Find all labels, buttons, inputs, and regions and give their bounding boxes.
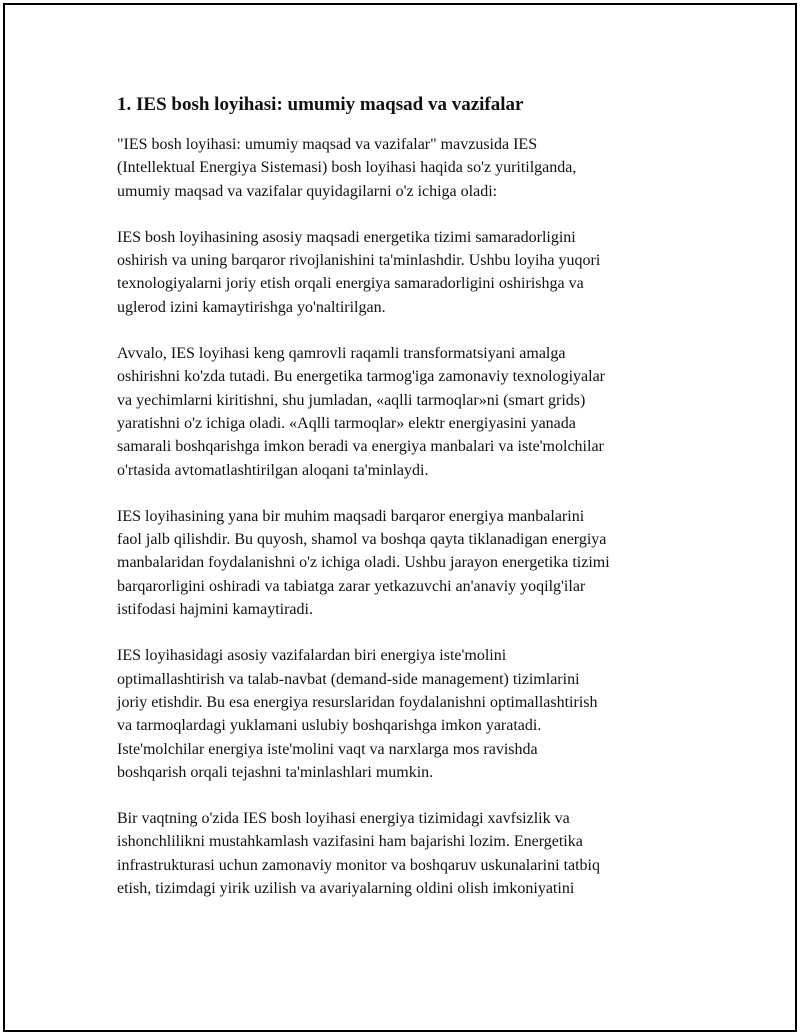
- intro-paragraph: [117, 133, 687, 203]
- text-line: IES bosh loyihasining asosiy maqsadi energetika tizimi samaradorligini: [117, 228, 576, 246]
- text-line: samarali boshqarishga imkon beradi va energiya manbalari va iste'molchilar: [117, 438, 604, 456]
- text-line: istifodasi hajmini kamaytiradi.: [117, 601, 313, 619]
- goal-paragraph: [117, 226, 687, 319]
- text-line: oshirish va uning barqaror rivojlanishini ta'minlashdir. Ushbu loyiha yuqori: [117, 252, 601, 270]
- section-title: 1. IES bosh loyihasi: umumiy maqsad va vazifalar: [117, 94, 524, 115]
- text-line: etish, tizimdagi yirik uzilish va avariyalarning oldini olish imkoniyatini: [117, 880, 575, 898]
- text-line: ishonchlilikni mustahkamlash vazifasini ham bajarishi lozim. Energetika: [117, 833, 583, 851]
- text-line: Iste'molchilar energiya iste'molini vaqt va narxlarga mos ravishda: [117, 740, 538, 758]
- text-line: "IES bosh loyihasi: umumiy maqsad va vazifalar" mavzusida IES: [117, 136, 538, 153]
- text-line: Avvalo, IES loyihasi keng qamrovli raqamli transformatsiyani amalga: [117, 345, 566, 363]
- text-line: va yechimlarni kiritishni, shu jumladan, «aqlli tarmoqlar»ni (smart grids): [117, 391, 586, 409]
- text-line: Bir vaqtning o'zida IES bosh loyihasi energiya tizimidagi xavfsizlik va: [117, 810, 570, 828]
- text-line: manbalaridan foydalanishni o'z ichiga oladi. Ushbu jarayon energetika tizimi: [117, 554, 610, 572]
- text-line: texnologiyalarni joriy etish orqali energiya samaradorligini oshirishga va: [117, 275, 584, 293]
- renewable-energy-paragraph: [117, 505, 687, 621]
- text-line: IES loyihasidagi asosiy vazifalardan biri energiya iste'molini: [117, 647, 507, 665]
- document-body: [117, 92, 687, 900]
- text-line: optimallashtirish va talab-navbat (demand-side management) tizimlarini: [117, 670, 580, 688]
- text-line: o'rtasida avtomatlashtirilgan aloqani ta'minlaydi.: [117, 461, 429, 479]
- demand-management-paragraph: [117, 644, 687, 784]
- security-paragraph: [117, 807, 687, 900]
- text-line: uglerod izini kamaytirishga yo'naltirilgan.: [117, 298, 386, 316]
- text-line: faol jalb qilishdir. Bu quyosh, shamol va boshqa qayta tiklanadigan energiya: [117, 531, 607, 549]
- text-line: boshqarish orqali tejashni ta'minlashlari mumkin.: [117, 763, 434, 781]
- text-line: barqarorligini oshiradi va tabiatga zarar yetkazuvchi an'anaviy yoqilg'ilar: [117, 577, 586, 595]
- text-line: IES loyihasining yana bir muhim maqsadi barqaror energiya manbalarini: [117, 507, 585, 525]
- text-line: infrastrukturasi uchun zamonaviy monitor va boshqaruv uskunalarini tatbiq: [117, 856, 600, 874]
- text-line: yaratishni o'z ichiga oladi. «Aqlli tarmoqlar» elektr energiyasini yanada: [117, 414, 576, 432]
- text-line: va tarmoqlardagi yuklamani uslubiy boshqarishga imkon yaratadi.: [117, 717, 542, 735]
- digital-transformation-paragraph: [117, 342, 687, 482]
- text-line: joriy etishdir. Bu esa energiya resurslaridan foydalanishni optimallashtirish: [117, 693, 598, 711]
- text-line: umumiy maqsad va vazifalar quyidagilarni o'z ichiga oladi:: [117, 182, 498, 200]
- text-line: oshirishni ko'zda tutadi. Bu energetika tarmog'iga zamonaviy texnologiyalar: [117, 368, 606, 386]
- text-line: (Intellektual Energiya Sistemasi) bosh loyihasi haqida so'z yuritilganda,: [117, 159, 577, 177]
